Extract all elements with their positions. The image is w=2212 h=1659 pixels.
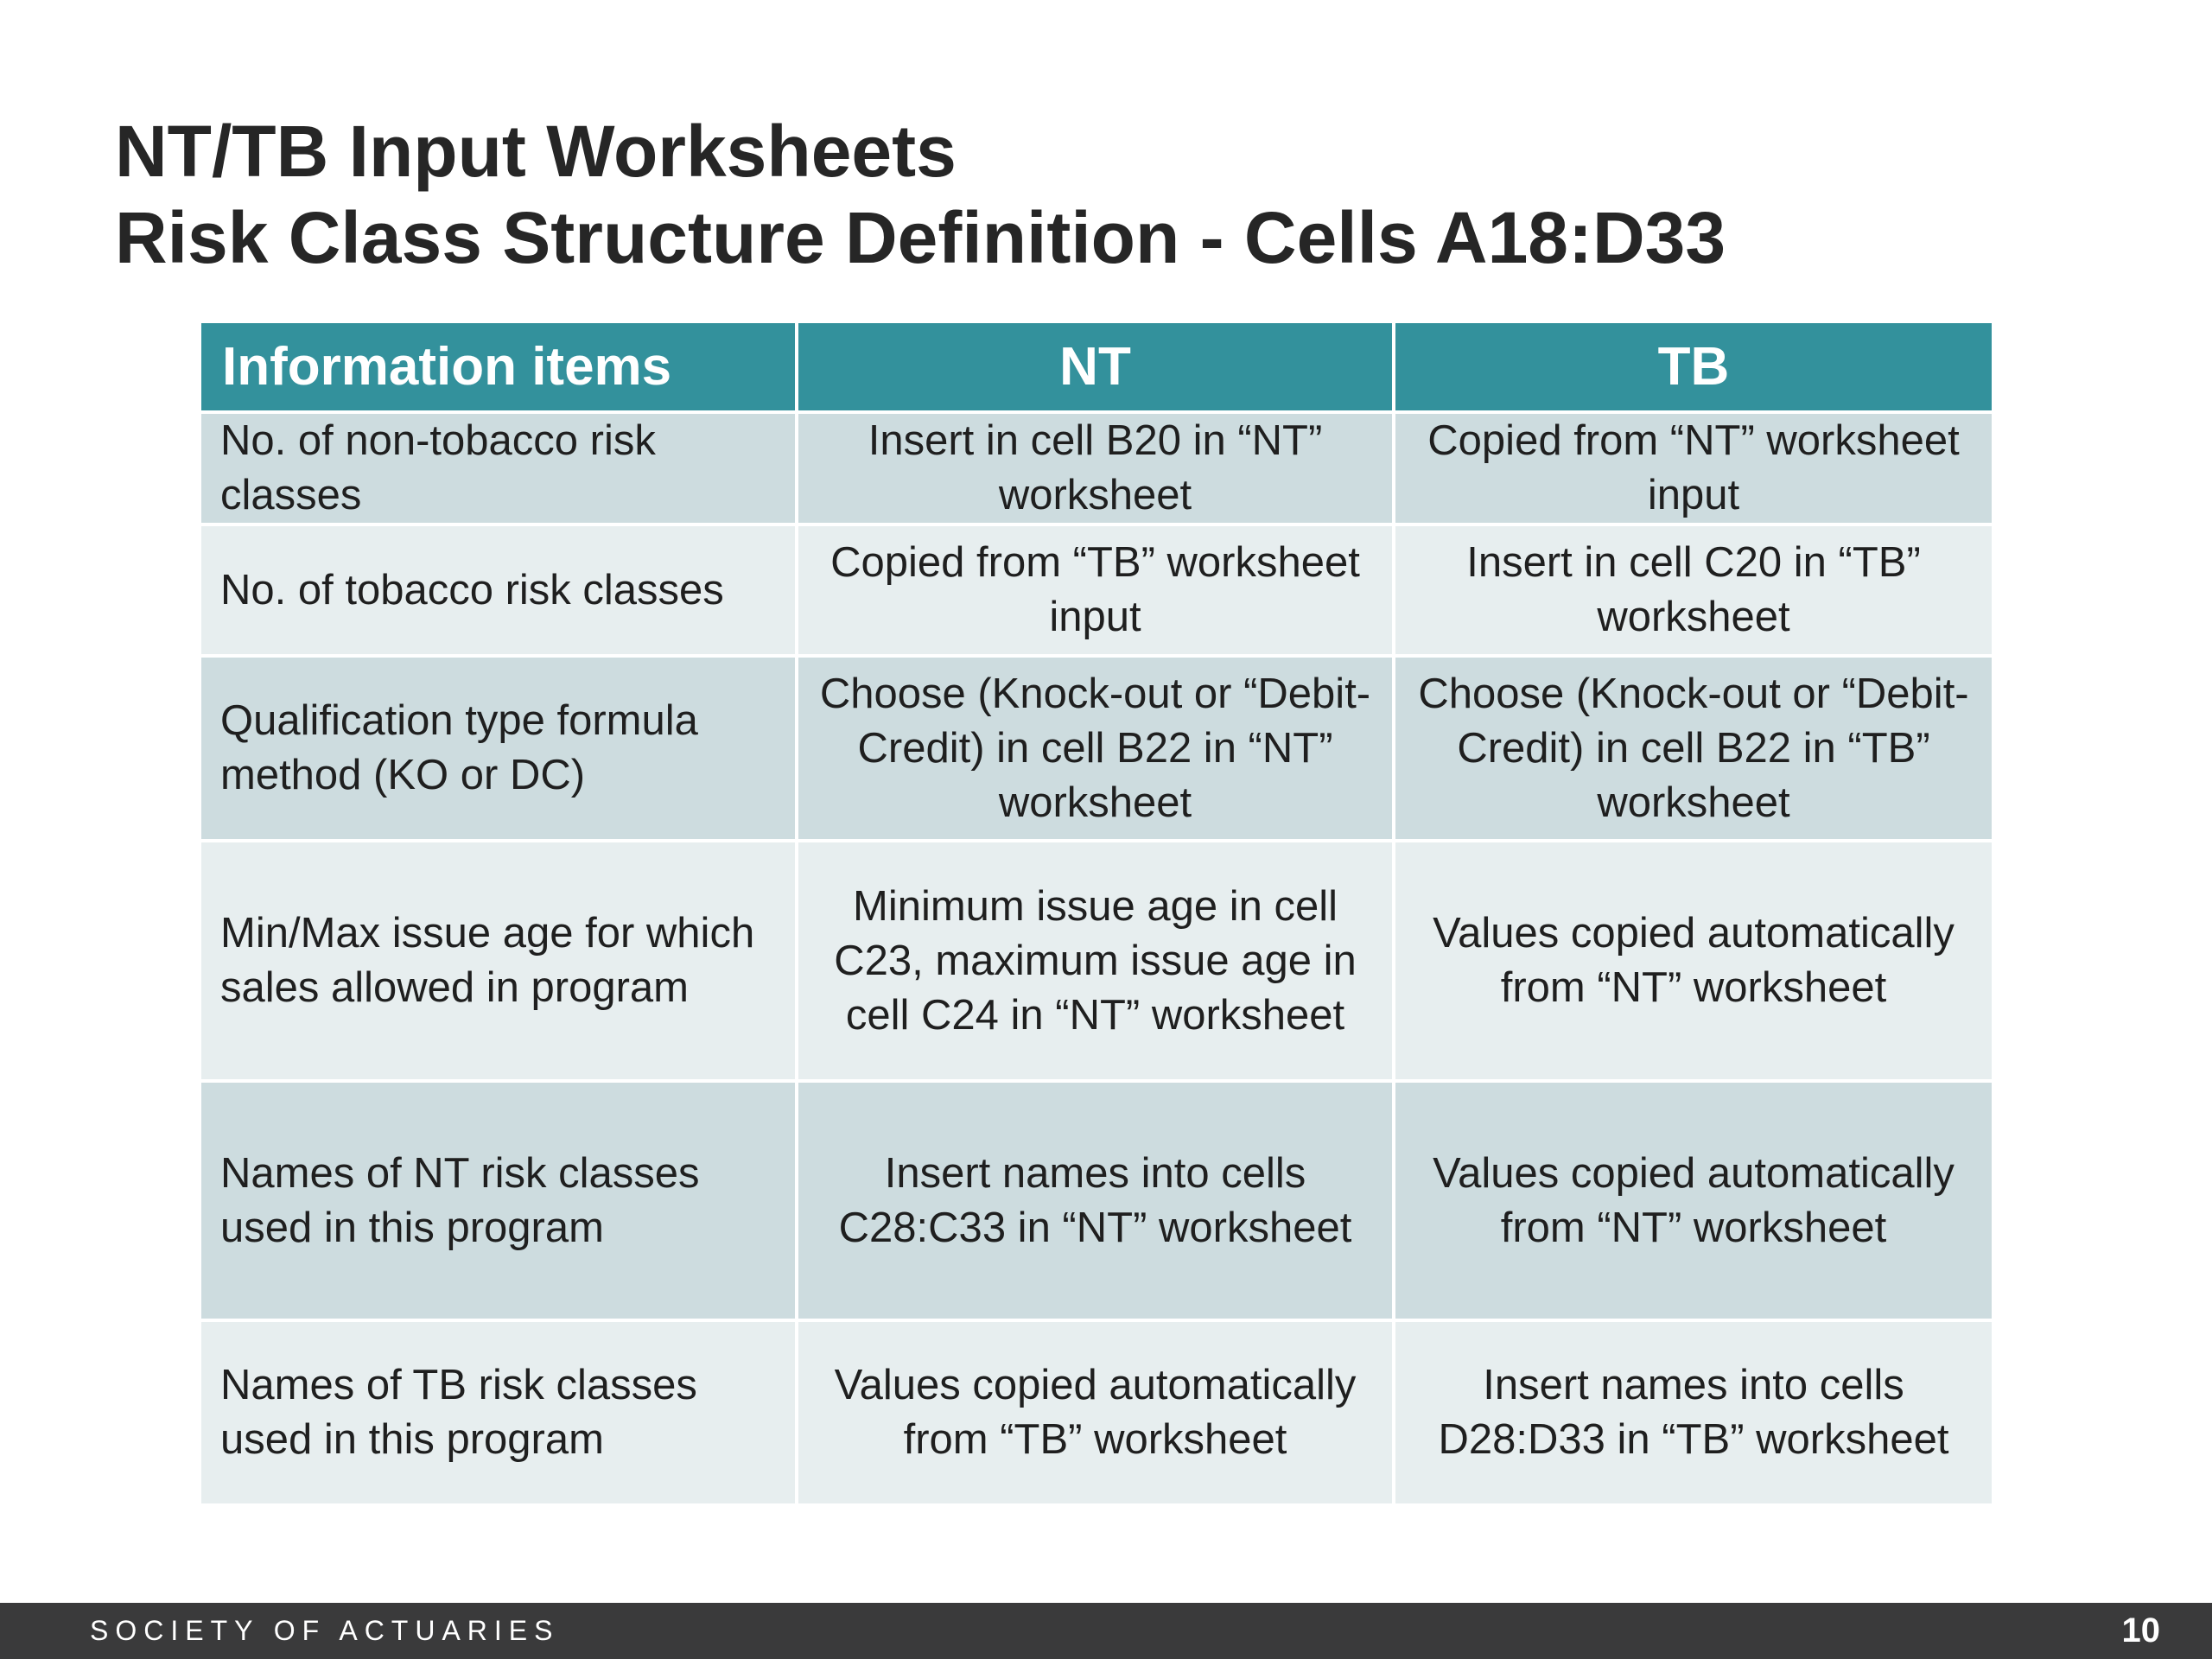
cell-nt: Minimum issue age in cell C23, maximum issue age in cell C24 in “NT” worksheet [798,842,1392,1079]
header-tb: TB [1395,323,1992,410]
cell-nt: Values copied automatically from “TB” worksheet [798,1322,1392,1503]
table-header-row [201,323,1992,410]
cell-item: No. of non-tobacco risk classes [201,414,795,523]
table-row [201,1322,1992,1503]
table-row [201,658,1992,839]
page-number: 10 [2121,1611,2160,1649]
cell-tb: Copied from “NT” worksheet input [1395,414,1992,523]
cell-nt: Choose (Knock-out or “Debit-Credit) in cell B22 in “NT” worksheet [798,658,1392,839]
cell-tb: Values copied automatically from “NT” worksheet [1395,1083,1992,1319]
slide-title [115,108,1726,281]
header-information-items: Information items [201,323,795,410]
slide-title-line-2: Risk Class Structure Definition - Cells A18:D33 [115,197,1726,278]
header-nt: NT [798,323,1392,410]
cell-item: Names of NT risk classes used in this program [201,1083,795,1319]
cell-tb: Values copied automatically from “NT” worksheet [1395,842,1992,1079]
slide-title-line-1: NT/TB Input Worksheets [115,111,957,192]
table-row [201,1083,1992,1319]
cell-tb: Insert in cell C20 in “TB” worksheet [1395,526,1992,654]
cell-nt: Insert names into cells C28:C33 in “NT” worksheet [798,1083,1392,1319]
cell-nt: Copied from “TB” worksheet input [798,526,1392,654]
cell-nt: Insert in cell B20 in “NT” worksheet [798,414,1392,523]
cell-tb: Insert names into cells D28:D33 in “TB” worksheet [1395,1322,1992,1503]
footer-brand: SOCIETY OF ACTUARIES [90,1615,560,1646]
risk-class-table [198,320,1995,1507]
cell-item: Qualification type formula method (KO or DC) [201,658,795,839]
table-row [201,526,1992,654]
cell-item: Names of TB risk classes used in this program [201,1322,795,1503]
cell-item: Min/Max issue age for which sales allowed in program [201,842,795,1079]
table-row [201,842,1992,1079]
cell-item: No. of tobacco risk classes [201,526,795,654]
footer-bar [0,1603,2212,1659]
table-row [201,414,1992,523]
cell-tb: Choose (Knock-out or “Debit-Credit) in cell B22 in “TB” worksheet [1395,658,1992,839]
